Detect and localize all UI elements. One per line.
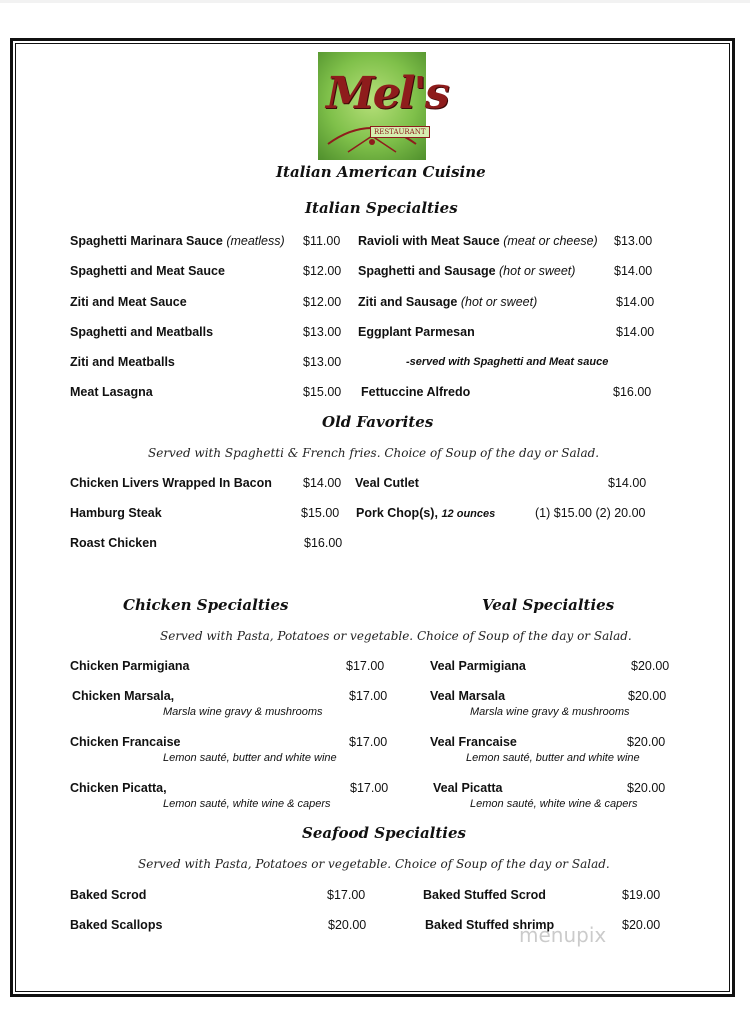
menu-item: Pork Chop(s), 12 ounces xyxy=(356,506,496,520)
menu-item: Baked Stuffed shrimp xyxy=(425,918,555,932)
menu-item-description: Marsla wine gravy & mushrooms xyxy=(163,706,323,718)
menu-item-description: Lemon sauté, butter and white wine xyxy=(163,752,337,764)
menu-item: Hamburg Steak xyxy=(70,506,162,520)
menu-item-price: $17.00 xyxy=(346,659,385,673)
menu-item-price: $14.00 xyxy=(303,476,342,490)
menu-item: Chicken Parmigiana xyxy=(70,659,190,673)
menu-item-price: $14.00 xyxy=(614,264,653,278)
menu-item: Ziti and Meatballs xyxy=(70,355,175,369)
menu-item: Meat Lasagna xyxy=(70,385,153,399)
menu-item: Ravioli with Meat Sauce (meat or cheese) xyxy=(358,234,598,248)
menu-item-price: $13.00 xyxy=(614,234,653,248)
menu-item-price: $12.00 xyxy=(303,295,342,309)
menu-item-price: $17.00 xyxy=(349,689,388,703)
menu-item-price: $11.00 xyxy=(303,234,341,248)
cuisine-title: Italian American Cuisine xyxy=(276,163,486,181)
menu-item-price: $14.00 xyxy=(616,295,655,309)
watermark: menupix xyxy=(519,923,607,947)
menu-item-price: $20.00 xyxy=(622,918,661,932)
menu-item-price: $17.00 xyxy=(350,781,389,795)
menu-item: Baked Scrod xyxy=(70,888,147,902)
menu-item-note: -served with Spaghetti and Meat sauce xyxy=(406,356,609,368)
menu-item: Chicken Marsala, xyxy=(72,689,175,703)
menu-item-price: $17.00 xyxy=(349,735,388,749)
menu-item-price: $16.00 xyxy=(613,385,652,399)
menu-item-description: Marsla wine gravy & mushrooms xyxy=(470,706,630,718)
menu-item-price: $13.00 xyxy=(303,325,342,339)
menu-page xyxy=(0,3,750,1019)
menu-item: Veal Marsala xyxy=(430,689,506,703)
menu-item: Eggplant Parmesan xyxy=(358,325,475,339)
menu-item-price: $15.00 xyxy=(303,385,342,399)
menu-item: Veal Parmigiana xyxy=(430,659,526,673)
menu-item-price: $20.00 xyxy=(628,689,667,703)
menu-item-price: $12.00 xyxy=(303,264,342,278)
seafood-specialties-heading: Seafood Specialties xyxy=(302,824,466,842)
menu-item: Veal Francaise xyxy=(430,735,517,749)
menu-item-price: $20.00 xyxy=(328,918,367,932)
menu-item-price: $17.00 xyxy=(327,888,366,902)
menu-item-price: $20.00 xyxy=(631,659,670,673)
menu-item: Chicken Livers Wrapped In Bacon xyxy=(70,476,272,490)
menu-item: Veal Cutlet xyxy=(355,476,419,490)
menu-item-price: $16.00 xyxy=(304,536,343,550)
seafood-served-note: Served with Pasta, Potatoes or vegetable. Choice of Soup of the day or Salad. xyxy=(138,857,610,871)
menu-item: Veal Picatta xyxy=(433,781,503,795)
italian-specialties-heading: Italian Specialties xyxy=(305,199,458,217)
menu-item-price: $19.00 xyxy=(622,888,661,902)
logo-name: Mel's xyxy=(326,68,448,119)
menu-item: Ziti and Meat Sauce xyxy=(70,295,187,309)
menu-item: Spaghetti Marinara Sauce (meatless) xyxy=(70,234,285,248)
menu-item: Spaghetti and Meat Sauce xyxy=(70,264,225,278)
menu-item: Chicken Picatta, xyxy=(70,781,167,795)
menu-item-price: $20.00 xyxy=(627,735,666,749)
veal-specialties-heading: Veal Specialties xyxy=(482,596,615,614)
menu-item: Fettuccine Alfredo xyxy=(361,385,471,399)
menu-item: Baked Scallops xyxy=(70,918,163,932)
menu-item-price: (1) $15.00 (2) 20.00 xyxy=(535,506,646,520)
logo-subtitle: RESTAURANT xyxy=(370,126,430,138)
menu-item-price: $14.00 xyxy=(608,476,647,490)
menu-item-price: $14.00 xyxy=(616,325,655,339)
menu-item: Chicken Francaise xyxy=(70,735,181,749)
menu-item-description: Lemon sauté, white wine & capers xyxy=(470,798,638,810)
old-favorites-served-note: Served with Spaghetti & French fries. Choice of Soup of the day or Salad. xyxy=(148,446,600,460)
menu-item: Spaghetti and Sausage (hot or sweet) xyxy=(358,264,576,278)
menu-item: Spaghetti and Meatballs xyxy=(70,325,214,339)
menu-item-description: Lemon sauté, white wine & capers xyxy=(163,798,331,810)
chicken-specialties-heading: Chicken Specialties xyxy=(123,596,289,614)
old-favorites-heading: Old Favorites xyxy=(322,413,434,431)
menu-item: Baked Stuffed Scrod xyxy=(423,888,546,902)
chicken-veal-served-note: Served with Pasta, Potatoes or vegetable. Choice of Soup of the day or Salad. xyxy=(160,629,632,643)
menu-item: Roast Chicken xyxy=(70,536,157,550)
restaurant-logo xyxy=(318,52,448,160)
menu-item: Ziti and Sausage (hot or sweet) xyxy=(358,295,538,309)
menu-item-price: $15.00 xyxy=(301,506,340,520)
menu-item-description: Lemon sauté, butter and white wine xyxy=(466,752,640,764)
menu-item-price: $20.00 xyxy=(627,781,666,795)
menu-item-price: $13.00 xyxy=(303,355,342,369)
